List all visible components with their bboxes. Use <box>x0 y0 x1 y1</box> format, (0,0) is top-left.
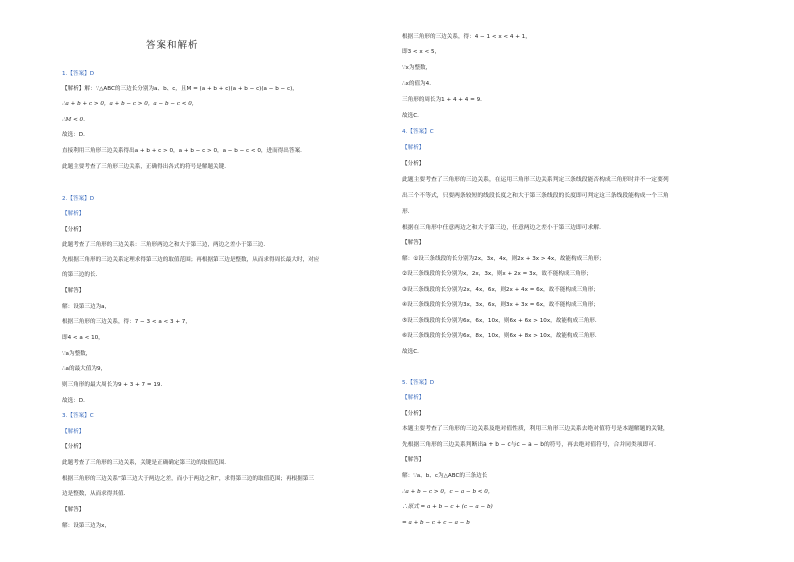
left-line: 【解答】 <box>62 507 85 513</box>
left-line: 此题考查了三角形的三边关系：三角形两边之和大于第三边，两边之差小于第三边． <box>62 242 269 248</box>
right-line: = a + b − c + c − a − b <box>402 520 470 526</box>
right-line: 故选C． <box>402 113 423 119</box>
right-line: ∴a + b − c > 0，c − a − b < 0， <box>402 489 494 495</box>
right-line: 4.【答案】C <box>402 129 434 135</box>
left-line: 的第三边的长． <box>62 272 102 278</box>
left-line: 根据三角形的三边关系，得：7 − 3 < a < 3 + 7， <box>62 319 191 325</box>
right-line: 【分析】 <box>402 161 425 167</box>
left-line: ∴a的最大值为9， <box>62 366 107 372</box>
right-line: 形． <box>402 209 414 215</box>
right-line: 【解析】 <box>402 145 425 151</box>
left-line: 故选：D． <box>62 398 89 404</box>
left-line: 【解答】 <box>62 288 85 294</box>
right-line: ②设三条线段的长分别为x，2x，3x，则x + 2x = 3x，故不能构成三角形； <box>402 271 592 277</box>
page-title: 答案和解析 <box>146 40 199 51</box>
right-line: ⑥设三条线段的长分别为6x，8x，10x，则6x + 8x > 10x，故能构成三角形． <box>402 333 601 339</box>
right-line: 【分析】 <box>402 411 425 417</box>
left-line: 根据三角形的三边关系“第三边大于两边之差，而小于两边之和”，求得第三边的取值范围；再根据第三 <box>62 476 314 482</box>
left-line: 边是整数，从而求得其值． <box>62 491 130 497</box>
right-line: ⑤设三条线段的长分别为6x，6x，10x，则6x + 6x > 10x，故能构成三角形． <box>402 318 601 324</box>
right-line: 三角形的周长为1 + 4 + 4 = 9． <box>402 97 486 103</box>
right-line: 【解答】 <box>402 240 425 246</box>
left-line: ∵a为整数， <box>62 351 92 357</box>
left-line: 直接利用三角形三边关系得出a + b + c > 0，a + b − c > 0，a − b − c < 0，进而得出答案． <box>62 148 306 154</box>
right-line: 根据在三角形中任意两边之和大于第三边，任意两边之差小于第三边即可求解． <box>402 225 605 231</box>
right-line: 故选C． <box>402 349 423 355</box>
right-line: ③设三条线段的长分别为2x，4x，6x，则2x + 4x = 6x，故不能构成三角形； <box>402 287 599 293</box>
right-line: 解：①设三条线段的长分别为2x，3x，4x，则2x + 3x > 4x，故能构成三角形； <box>402 256 605 262</box>
left-line: 【解析】 <box>62 429 85 435</box>
right-line: 【解析】 <box>402 395 425 401</box>
right-line: 5.【答案】D <box>402 380 435 386</box>
left-line: ∴a + b + c > 0，a + b − c > 0，a − b − c < 0， <box>62 101 198 107</box>
left-line: 此题主要考查了三角形三边关系，正确得出各式的符号是解题关键． <box>62 164 230 170</box>
right-line: ④设三条线段的长分别为3x，3x，6x，则3x + 3x = 6x，故不能构成三角形； <box>402 302 599 308</box>
left-line: 解：设第三边为x， <box>62 523 111 529</box>
right-line: 解：∵a、b、c为△ABC的三条边长 <box>402 473 488 479</box>
right-line: 先根据三角形的三边关系判断出a + b − c与c − a − b的符号，再去绝对值符号，合并同类项即可． <box>402 442 660 448</box>
left-line: 2.【答案】D <box>62 196 95 202</box>
left-line: 【解析】解：∵△ABC的三边长分别为a、b、c，且M = (a + b + c)(a + b − c)(a − b − c)， <box>62 86 298 92</box>
left-line: 【解析】 <box>62 211 85 217</box>
right-line: 出三个不等式，只要两条较短的线段长度之和大于第三条线段的长度即可判定这三条线段能构成一个三角 <box>402 193 669 199</box>
left-line: ∴M < 0． <box>62 117 89 123</box>
left-line: 则三角形的最大周长为9 + 3 + 7 = 19． <box>62 382 167 388</box>
left-line: 3.【答案】C <box>62 413 94 419</box>
left-line: 解：设第三边为a， <box>62 304 111 310</box>
right-line: 此题主要考查了三角形的三边关系，在运用三角形三边关系判定三条线段能否构成三角形时并不一定要列 <box>402 177 669 183</box>
left-line: 1.【答案】D <box>62 71 95 77</box>
left-line: 【分析】 <box>62 227 85 233</box>
right-line: 【解答】 <box>402 457 425 463</box>
right-line: 根据三角形的三边关系，得：4 − 1 < x < 4 + 1， <box>402 34 531 40</box>
right-line: ∴原式 = a + b − c + (c − a − b) <box>402 504 493 510</box>
left-line: 故选：D． <box>62 132 89 138</box>
right-line: ∵x为整数， <box>402 65 432 71</box>
right-line: 本题主要考查了三角形的三边关系及绝对值性质，利用三角形三边关系去绝对值符号是本题解题的关键， <box>402 426 669 432</box>
left-line: 即4 < a < 10， <box>62 335 104 341</box>
left-line: 【分析】 <box>62 444 85 450</box>
right-line: ∴x的值为4． <box>402 81 435 87</box>
left-line: 此题考查了三角形的三边关系，关键是正确确定第三边的取值范围． <box>62 460 230 466</box>
left-line: 先根据三角形的三边关系定理求得第三边的取值范围；再根据第三边是整数，从而求得周长最大时，对应 <box>62 257 320 263</box>
right-line: 即3 < x < 5， <box>402 49 441 55</box>
